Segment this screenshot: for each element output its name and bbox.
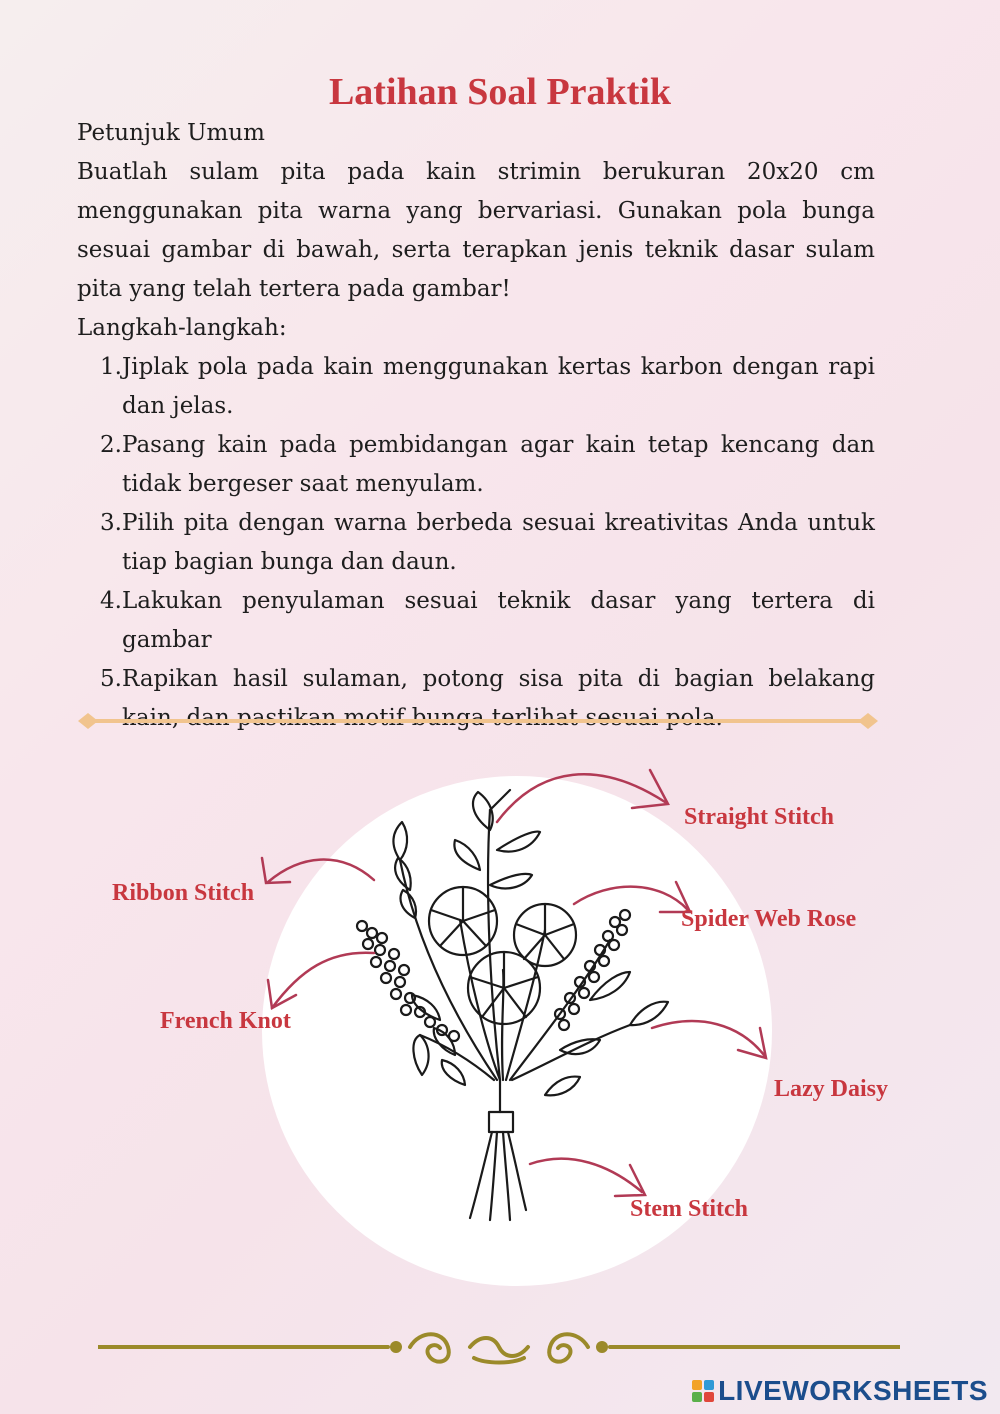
step-number: 2.	[100, 432, 122, 458]
steps-heading: Langkah-langkah:	[77, 315, 287, 341]
step-text: Pasang kain pada pembidangan agar kain tetap kencang dan tidak bergeser saat menyulam.	[122, 432, 875, 497]
step-text: Jiplak pola pada kain menggunakan kertas karbon dengan rapi dan jelas.	[122, 354, 875, 419]
general-heading: Petunjuk Umum	[77, 120, 265, 146]
steps-list	[77, 348, 875, 738]
step-item	[77, 426, 875, 504]
page-title: Latihan Soal Praktik	[328, 71, 672, 113]
step-number: 4.	[100, 588, 122, 614]
step-item	[77, 582, 875, 660]
step-number: 5.	[100, 666, 122, 692]
label-spider-web-rose: Spider Web Rose	[681, 906, 857, 932]
liveworksheets-logo-icon	[692, 1380, 714, 1402]
label-stem-stitch: Stem Stitch	[630, 1196, 748, 1222]
instruction-paragraph: Buatlah sulam pita pada kain strimin berukuran 20x20 cm menggunakan pita warna yang bervariasi. Gunakan pola bunga sesuai gambar di bawah, serta terapkan jenis teknik dasar sulam pita yang telah tertera pada gambar!	[77, 159, 875, 302]
step-text: Pilih pita dengan warna berbeda sesuai kreativitas Anda untuk tiap bagian bunga dan daun.	[122, 510, 875, 575]
step-text: Lakukan penyulaman sesuai teknik dasar yang tertera di gambar	[122, 588, 875, 653]
step-number: 1.	[100, 354, 122, 380]
label-french-knot: French Knot	[160, 1008, 291, 1034]
label-ribbon-stitch: Ribbon Stitch	[112, 880, 255, 906]
step-text: Rapikan hasil sulaman, potong sisa pita di bagian belakang kain, dan pastikan motif bunga terlihat sesuai pola.	[122, 666, 875, 731]
bouquet-drawing	[0, 740, 1000, 1320]
instructions-section	[77, 114, 875, 738]
brand-name: LIVEWORKSHEETS	[718, 1375, 988, 1406]
footer-ornament	[98, 1320, 900, 1374]
bouquet-figure	[0, 740, 1000, 1320]
label-straight-stitch: Straight Stitch	[684, 804, 834, 830]
liveworksheets-brand[interactable]	[692, 1374, 988, 1408]
section-divider	[78, 710, 878, 732]
step-number: 3.	[100, 510, 122, 536]
step-item	[77, 348, 875, 426]
step-item	[77, 504, 875, 582]
label-lazy-daisy: Lazy Daisy	[774, 1076, 888, 1102]
